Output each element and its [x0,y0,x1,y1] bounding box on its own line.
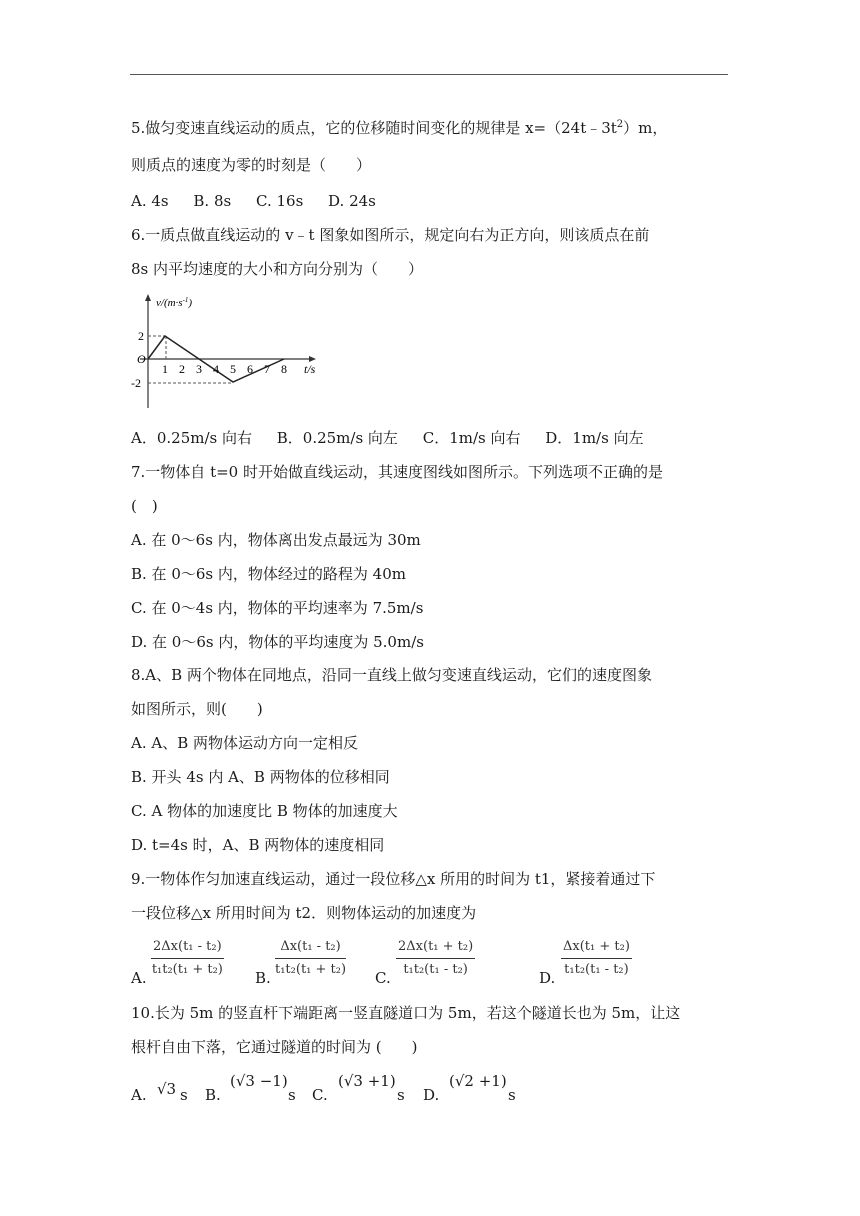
q9-c-numerator: 2Δx(t₁ + t₂) [398,939,474,954]
x-tick-4: 4 [213,362,219,376]
fraction-bar [561,958,632,959]
y-axis-label: $v/(m\cdot s^{-1})$ [156,296,193,309]
x-tick-7: 7 [264,362,270,376]
x-tick-5: 5 [230,362,236,376]
q7-stem-line1: 7.一物体自 t=0 时开始做直线运动，其速度图线如图所示。下列选项不正确的是 [131,463,663,481]
q9-option-d-label[interactable]: D. [539,969,556,987]
q10-option-c-unit: s [397,1086,405,1104]
fraction-bar [275,958,346,959]
q5-stem-text: 5.做匀变速直线运动的质点，它的位移随时间变化的规律是 x=（24t﹣3t [131,119,617,137]
q6-option-c[interactable]: C．1m/s 向右 [422,429,521,447]
q7-option-d[interactable]: D. 在 0～6s 内，物体的平均速度为 5.0m/s [131,633,424,651]
fraction-bar [396,958,475,959]
x-tick-2: 2 [179,362,185,376]
q9-a-numerator: 2Δx(t₁ - t₂) [153,939,222,954]
q9-d-numerator: Δx(t₁ + t₂) [563,939,630,954]
q9-b-denominator: t₁t₂(t₁ + t₂) [275,962,347,977]
header-rule [130,74,728,75]
q5-option-c[interactable]: C. 16s [256,192,304,210]
q5-superscript: 2 [616,119,624,130]
fraction-bar [151,958,224,959]
x-tick-3: 3 [196,362,202,376]
q9-stem-line2: 一段位移△x 所用时间为 t2．则物体运动的加速度为 [131,904,477,922]
q9-stem-line1: 9.一物体作匀加速直线运动，通过一段位移△x 所用的时间为 t1，紧接着通过下 [131,870,656,888]
q7-option-a[interactable]: A. 在 0～6s 内，物体离出发点最远为 30m [131,531,421,549]
q10-option-b-unit: s [288,1086,296,1104]
q10-option-c-expr[interactable]: (√3 +1) [338,1072,396,1090]
q10-option-d-label[interactable]: D. [423,1086,440,1104]
q5-option-d[interactable]: D. 24s [328,192,376,210]
q9-option-d-formula[interactable] [561,936,632,979]
q5-options [131,191,376,211]
q10-option-b-expr[interactable]: (√3 −1) [230,1072,288,1090]
q8-option-c[interactable]: C. A 物体的加速度比 B 物体的加速度大 [131,802,398,820]
q7-option-b[interactable]: B. 在 0～6s 内，物体经过的路程为 40m [131,565,406,583]
q6-option-b[interactable]: B．0.25m/s 向左 [276,429,398,447]
q5-stem-line2: 则质点的速度为零的时刻是（ ） [131,156,372,174]
q10-stem-line1: 10.长为 5m 的竖直杆下端距离一竖直隧道口为 5m，若这个隧道长也为 5m，让这 [131,1004,681,1022]
q9-b-numerator: Δx(t₁ - t₂) [280,939,341,954]
x-axis-label: t/s [304,362,316,376]
q6-stem-line2: 8s 内平均速度的大小和方向分别为（ ） [131,260,424,278]
q7-stem-line2: ( ) [131,497,158,515]
q8-option-d[interactable]: D. t=4s 时，A、B 两物体的速度相同 [131,836,385,854]
x-tick-1: 1 [162,362,168,376]
q10-option-a-label[interactable]: A. [131,1086,147,1104]
q9-option-a-label[interactable]: A. [131,969,147,987]
y-axis-arrow [145,294,151,301]
y-tick-neg2: -2 [131,376,141,390]
q5-option-a[interactable]: A. 4s [131,192,169,210]
q10-option-a-expr[interactable]: √3 [157,1080,177,1098]
q9-option-b-label[interactable]: B. [255,969,271,987]
q9-d-denominator: t₁t₂(t₁ - t₂) [564,962,629,977]
q10-stem-line2: 根杆自由下落，它通过隧道的时间为 ( ) [131,1038,418,1056]
q10-option-a-unit: s [180,1086,188,1104]
q6-options [131,428,644,448]
q10-option-d-unit: s [508,1086,516,1104]
q8-stem-line2: 如图所示，则( ) [131,700,263,718]
q10-option-b-label[interactable]: B. [205,1086,221,1104]
q6-vt-graph [130,292,330,412]
q9-c-denominator: t₁t₂(t₁ - t₂) [403,962,468,977]
q6-option-a[interactable]: A．0.25m/s 向右 [131,429,252,447]
q8-option-a[interactable]: A. A、B 两物体运动方向一定相反 [131,734,358,752]
q6-option-d[interactable]: D．1m/s 向左 [545,429,644,447]
q8-stem-line1: 8.A、B 两个物体在同地点，沿同一直线上做匀变速直线运动，它们的速度图象 [131,666,652,684]
origin-label: O [137,352,146,366]
q10-option-d-expr[interactable]: (√2 +1) [449,1072,507,1090]
q9-option-c-label[interactable]: C. [375,969,391,987]
q8-option-b[interactable]: B. 开头 4s 内 A、B 两物体的位移相同 [131,768,390,786]
q5-stem-end: ）m， [623,119,668,137]
x-tick-8: 8 [281,362,287,376]
q9-option-b-formula[interactable] [275,936,346,979]
x-tick-6: 6 [247,362,253,376]
q7-option-c[interactable]: C. 在 0～4s 内，物体的平均速率为 7.5m/s [131,599,424,617]
q6-stem-line1: 6.一质点做直线运动的 v﹣t 图象如图所示，规定向右为正方向，则该质点在前 [131,226,650,244]
q9-a-denominator: t₁t₂(t₁ + t₂) [151,962,223,977]
q5-option-b[interactable]: B. 8s [193,192,232,210]
q5-stem-line1 [131,118,667,138]
y-tick-2: 2 [138,329,144,343]
q10-option-c-label[interactable]: C. [312,1086,328,1104]
q9-option-c-formula[interactable] [396,936,475,979]
q9-option-a-formula[interactable] [151,936,224,979]
x-tick-labels [162,362,287,376]
